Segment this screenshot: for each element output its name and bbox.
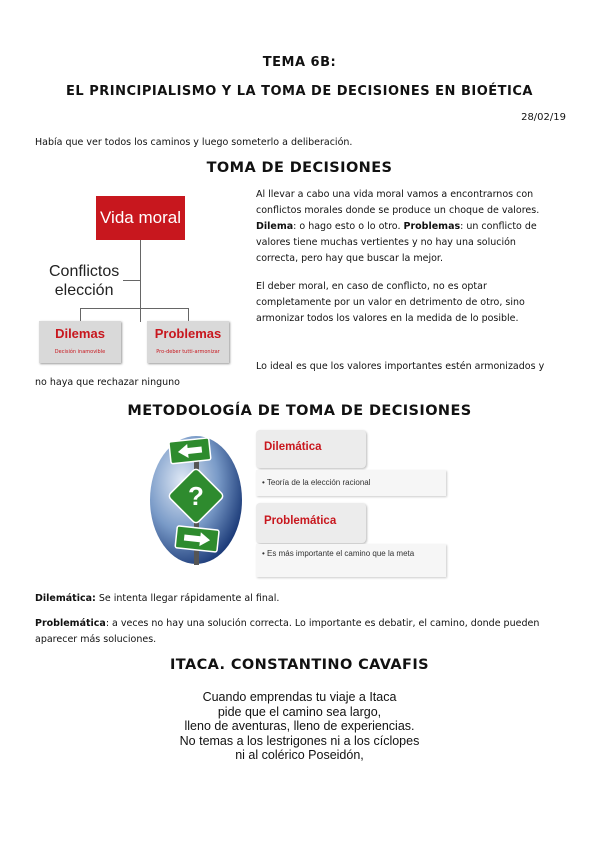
- p1-problemas-term: Problemas: [403, 221, 461, 232]
- dilemas-title: Dilemas: [55, 326, 105, 341]
- panel-dilematica-body: [256, 470, 446, 496]
- conflictos-label: [49, 262, 119, 300]
- problematica-term: Problemática: [35, 618, 106, 629]
- dilemas-sub: Decisión inamovible: [54, 349, 106, 355]
- paragraph-deber-moral: El deber moral, en caso de conflicto, no es optar completamente por un valor en detrimento de otro, sino armonizar todos los valores en la medida de lo posible.: [256, 281, 525, 324]
- document-date: 28/02/19: [521, 112, 566, 123]
- document-title: TEMA 6B:: [262, 55, 337, 70]
- vida-moral-box: Vida moral: [96, 196, 185, 240]
- panel-problematica-item: • Es más importante el camino que la meta: [262, 549, 415, 558]
- section-heading-metodologia: METODOLOGÍA DE TOMA DE DECISIONES: [127, 403, 472, 419]
- p1-text: : un conflicto de valores tiene muchas vertientes y no hay una solución correcta, pero hay que buscar la mejor.: [256, 221, 537, 264]
- dilematica-text: Se intenta llegar rápidamente al final.: [95, 593, 280, 604]
- globe-signs-image: [148, 430, 248, 570]
- poem-line: pide que el camino sea largo,: [217, 704, 382, 719]
- p1-text: : o hago esto o lo otro.: [293, 221, 404, 232]
- poem-line: lleno de aventuras, lleno de experiencias.: [184, 719, 415, 733]
- paragraph-vida-moral: [256, 187, 561, 267]
- problemas-sub: Pro-deber tutti-armonizar: [156, 349, 220, 355]
- section-heading-toma: TOMA DE DECISIONES: [206, 160, 393, 176]
- section-heading-itaca: ITACA. CONSTANTINO CAVAFIS: [169, 657, 430, 673]
- problemas-card: [147, 321, 229, 363]
- svg-text:?: ?: [188, 481, 204, 511]
- definition-problematica: [35, 616, 570, 648]
- conflictos-line2: elección: [54, 282, 114, 299]
- poem: [0, 690, 599, 763]
- document-subtitle: EL PRINCIPIALISMO Y LA TOMA DE DECISIONES EN BIOÉTICA: [66, 84, 533, 99]
- problematica-text: : a veces no hay una solución correcta. Lo importante es debatir, el camino, donde pueden aparecer más soluciones.: [35, 618, 540, 645]
- poem-line: ni al colérico Poseidón,: [235, 748, 364, 762]
- dilematica-term: Dilemática:: [35, 593, 96, 604]
- panel-dilematica-item: • Teoría de la elección racional: [262, 478, 371, 487]
- conflictos-line1: Conflictos: [49, 263, 120, 280]
- p1-dilema-term: Dilema: [256, 221, 294, 232]
- panel-dilematica-header: [256, 430, 366, 468]
- poem-line: No temas a los lestrigones ni a los cíclopes: [179, 733, 420, 748]
- poem-line: Cuando emprendas tu viaje a Itaca: [202, 690, 397, 704]
- definition-dilematica: [35, 591, 565, 607]
- panel-problematica-body: [256, 544, 446, 577]
- diagram-connector: [188, 308, 189, 321]
- dilemas-card: [39, 321, 121, 363]
- p1-text: Al llevar a cabo una vida moral vamos a encontrarnos con conflictos morales donde se produce un choque de valores.: [256, 189, 540, 216]
- diagram-connector: [140, 240, 141, 322]
- panel-problematica-title: Problemática: [264, 515, 337, 527]
- paragraph-ideal-line2: no haya que rechazar ninguno: [35, 377, 180, 388]
- diagram-connector: [80, 308, 81, 321]
- globe-signs-icon: [148, 430, 248, 570]
- intro-text: Había que ver todos los caminos y luego someterlo a deliberación.: [35, 137, 353, 148]
- panel-dilematica-title: Dilemática: [264, 441, 322, 453]
- paragraph-ideal-line1: Lo ideal es que los valores importantes estén armonizados y: [256, 361, 545, 372]
- problemas-title: Problemas: [154, 326, 222, 341]
- diagram-connector: [80, 308, 188, 309]
- panel-problematica-header: [256, 503, 366, 543]
- diagram-connector: [123, 280, 140, 281]
